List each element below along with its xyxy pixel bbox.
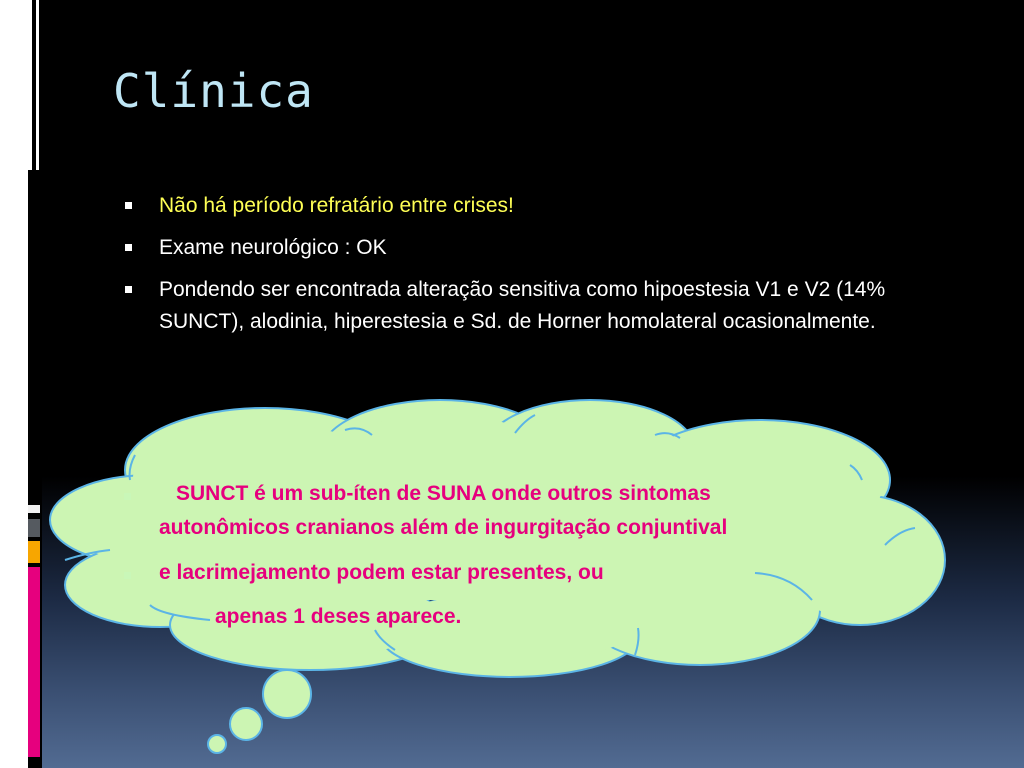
thought-bubble-medium (230, 708, 262, 740)
thought-bubble-large (263, 670, 311, 718)
thought-bubble-small (208, 735, 226, 753)
callout-line-2: autonômicos cranianos além de ingurgitação conjuntival (159, 516, 728, 539)
bullet-text: Pondendo ser encontrada alteração sensitiva como hipoestesia V1 e V2 (14% SUNCT), alodinia, hiperestesia e Sd. de Horner homolateral ocasionalmente. (159, 278, 886, 333)
bullet-text: Exame neurológico : OK (159, 236, 387, 259)
callout-line-3: e lacrimejamento podem estar presentes, ou (159, 561, 604, 584)
callout-line-1: SUNCT é um sub-íten de SUNA onde outros sintomas (176, 482, 711, 505)
hidden-bullet-square-icon (124, 572, 131, 579)
bullet-text: Não há período refratário entre crises! (159, 194, 514, 217)
callout-line-4: apenas 1 deses aparece. (215, 605, 462, 628)
hidden-bullet-square-icon (124, 493, 131, 500)
slide-title: Clínica (113, 64, 314, 118)
